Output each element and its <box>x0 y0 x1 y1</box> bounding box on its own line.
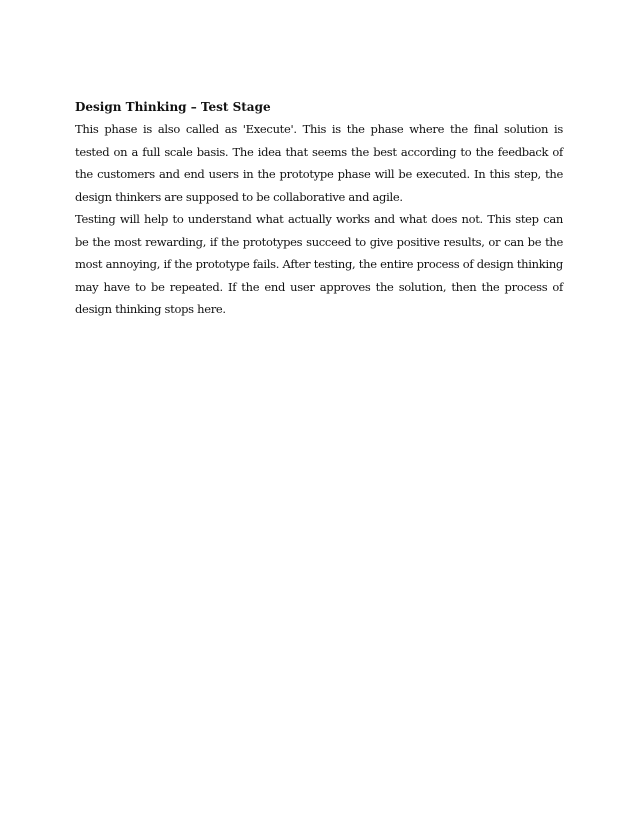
section-heading: Design Thinking – Test Stage <box>75 100 271 114</box>
paragraph-testing: Testing will help to understand what actually works and what does not. This step can be the most rewarding, if the prototypes succeed to give positive results, or can be the most annoying, if the prototype fails. After testing, the entire process of design thinking may have to be repeated. If the end user approves the solution, then the process of design thinking stops here. <box>75 212 563 316</box>
document-body <box>75 96 563 321</box>
paragraph-execute-phase: This phase is also called as 'Execute'. This is the phase where the final solution is tested on a full scale basis. The idea that seems the best according to the feedback of the customers and end users in the prototype phase will be executed. In this step, the design thinkers are supposed to be collaborative and agile. <box>75 122 563 204</box>
